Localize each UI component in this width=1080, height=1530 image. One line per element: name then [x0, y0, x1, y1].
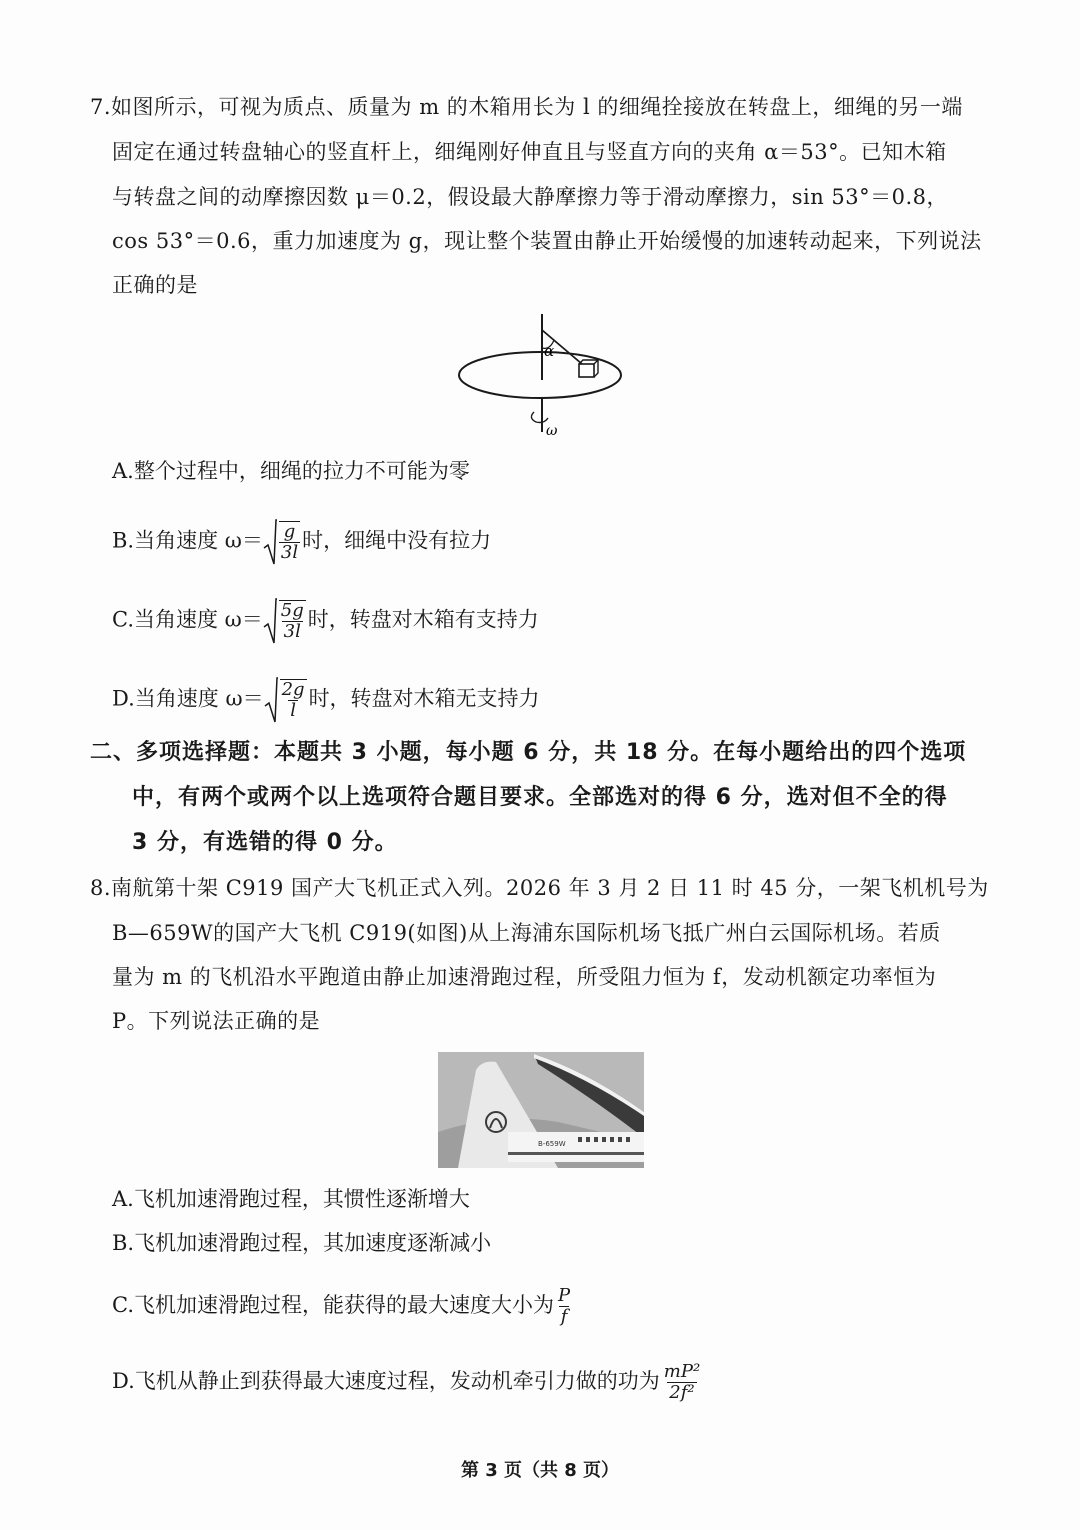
q7-line-2: 固定在通过转盘轴心的竖直杆上，细绳刚好伸直且与竖直方向的夹角 α＝53°。已知木箱: [112, 140, 947, 164]
q7-option-a: A.整个过程中，细绳的拉力不可能为零: [112, 459, 470, 483]
q8-option-d: D.飞机从静止到获得最大速度过程，发动机牵引力做的功为 $\frac{\text{mP²}}{\text{2f²}}$: [112, 1361, 701, 1403]
fraction-mp2-over-2f2: $\frac{\text{mP²}}{\text{2f²}}$: [663, 1361, 701, 1403]
q7-line-1: 7.如图所示，可视为质点、质量为 m 的木箱用长为 l 的细绳拴接放在转盘上，细绳的另一端: [90, 95, 963, 119]
q8-line-1: 8.南航第十架 C919 国产大飞机正式入列。2026 年 3 月 2 日 11 时 45 分，一架飞机机号为: [90, 876, 989, 900]
turntable-figure: [450, 312, 640, 442]
q8-option-b: B.飞机加速滑跑过程，其加速度逐渐减小: [112, 1231, 492, 1255]
q8-line-3: 量为 m 的飞机沿水平跑道由静止加速滑跑过程，所受阻力恒为 f，发动机额定功率恒为: [112, 965, 937, 989]
q8-option-a: A.飞机加速滑跑过程，其惯性逐渐增大: [112, 1187, 470, 1211]
q7-option-b: B.当角速度 ω＝ $\frac{g}{3l}$ 时，细绳中没有拉力: [112, 518, 491, 566]
c919-photo: [438, 1052, 644, 1168]
q7-option-d: D.当角速度 ω＝ $\frac{2g}{l}$ 时，转盘对木箱无支持力: [112, 676, 540, 724]
alpha-label: α: [544, 342, 555, 360]
omega-label: ω: [546, 423, 558, 439]
q8-line-2: B—659W的国产大飞机 C919(如图)从上海浦东国际机场飞抵广州白云国际机场。若质: [112, 921, 941, 945]
page-footer: 第 3 页（共 8 页）: [460, 1460, 620, 1481]
q8-line-4: P。下列说法正确的是: [112, 1009, 321, 1033]
q8-option-c: C.飞机加速滑跑过程，能获得的最大速度大小为 $\frac{P}{f}$: [112, 1285, 571, 1327]
q7-line-4: cos 53°＝0.6，重力加速度为 g，现让整个装置由静止开始缓慢的加速转动起来，下列说法: [112, 229, 982, 253]
wooden-box: [579, 364, 594, 377]
section2-heading-line-1: 二、多项选择题：本题共 3 小题，每小题 6 分，共 18 分。在每小题给出的四个选项: [90, 740, 967, 765]
q7-option-c: C.当角速度 ω＝ $\frac{5g}{3l}$ 时，转盘对木箱有支持力: [112, 597, 539, 645]
svg-text:B-659W: B-659W: [538, 1140, 566, 1148]
fraction-p-over-f: $\frac{P}{f}$: [558, 1285, 571, 1327]
section2-heading-line-2: 中，有两个或两个以上选项符合题目要求。全部选对的得 6 分，选对但不全的得: [132, 785, 948, 810]
rotation-arrow: [531, 412, 548, 423]
section2-heading-line-3: 3 分，有选错的得 0 分。: [132, 830, 398, 855]
q7-line-3: 与转盘之间的动摩擦因数 μ＝0.2，假设最大静摩擦力等于滑动摩擦力，sin 53°＝0.8，: [112, 185, 949, 209]
sqrt-expression: $\frac{2g}{l}$: [264, 676, 309, 724]
sqrt-expression: $\frac{5g}{3l}$: [263, 597, 308, 645]
sqrt-expression: $\frac{g}{3l}$: [263, 518, 302, 566]
q7-line-5: 正确的是: [112, 273, 198, 297]
